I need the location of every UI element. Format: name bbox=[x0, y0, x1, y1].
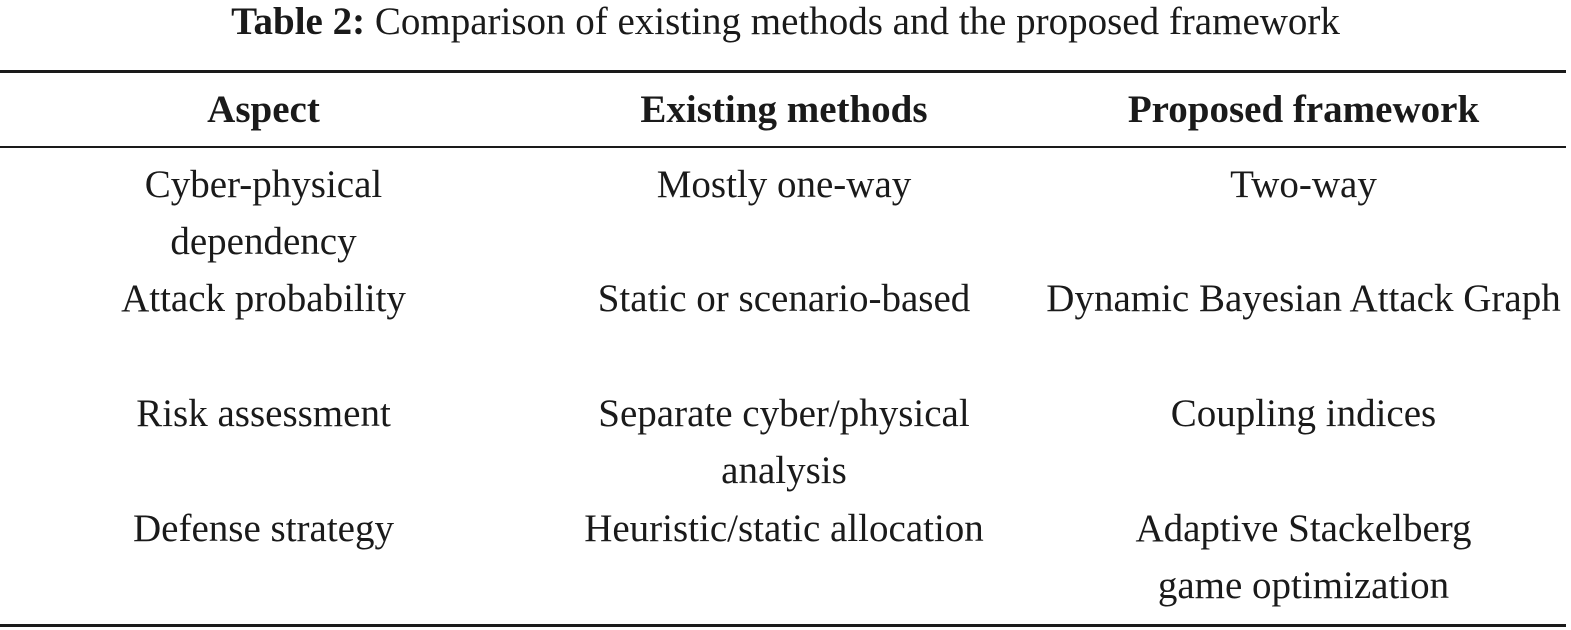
cell-proposed bbox=[1041, 146, 1566, 270]
table-caption bbox=[0, 0, 1571, 50]
cell-text: Separate cyber/physical analysis bbox=[598, 392, 970, 492]
cell-text: Dynamic Bayesian Attack Graph bbox=[1046, 277, 1561, 320]
cell-existing bbox=[527, 385, 1041, 500]
cell-proposed bbox=[1041, 500, 1566, 615]
table-row bbox=[0, 146, 1566, 270]
cell-existing bbox=[527, 146, 1041, 270]
cell-text: Risk assessment bbox=[136, 392, 391, 435]
header-aspect: Aspect bbox=[207, 88, 320, 131]
cell-proposed bbox=[1041, 385, 1566, 500]
cell-aspect bbox=[0, 146, 527, 270]
table-row bbox=[0, 385, 1566, 500]
caption-label: Table 2: bbox=[231, 0, 366, 43]
cell-text: Heuristic/static allocation bbox=[584, 507, 984, 550]
cell-existing bbox=[527, 500, 1041, 615]
cell-text: Defense strategy bbox=[133, 507, 394, 550]
cell-proposed bbox=[1041, 270, 1566, 385]
cell-existing bbox=[527, 270, 1041, 385]
header-row bbox=[0, 73, 1566, 146]
table-row bbox=[0, 500, 1566, 615]
cell-text: Coupling indices bbox=[1170, 392, 1437, 435]
cell-text: Static or scenario-based bbox=[597, 277, 971, 320]
cell-text: Adaptive Stackelberg game optimization bbox=[1135, 507, 1472, 607]
cell-text: Cyber-physical dependency bbox=[144, 163, 383, 263]
cell-aspect bbox=[0, 385, 527, 500]
cell-text: Attack probability bbox=[121, 277, 406, 320]
bottom-rule bbox=[0, 624, 1566, 627]
header-existing-methods: Existing methods bbox=[640, 88, 928, 131]
header-proposed-framework: Proposed framework bbox=[1127, 88, 1480, 131]
cell-text: Two-way bbox=[1230, 163, 1377, 206]
caption-text: Comparison of existing methods and the proposed framework bbox=[374, 0, 1340, 43]
cell-aspect bbox=[0, 270, 527, 385]
cell-text: Mostly one-way bbox=[656, 163, 912, 206]
comparison-table bbox=[0, 73, 1566, 615]
table-row bbox=[0, 270, 1566, 385]
cell-aspect bbox=[0, 500, 527, 615]
